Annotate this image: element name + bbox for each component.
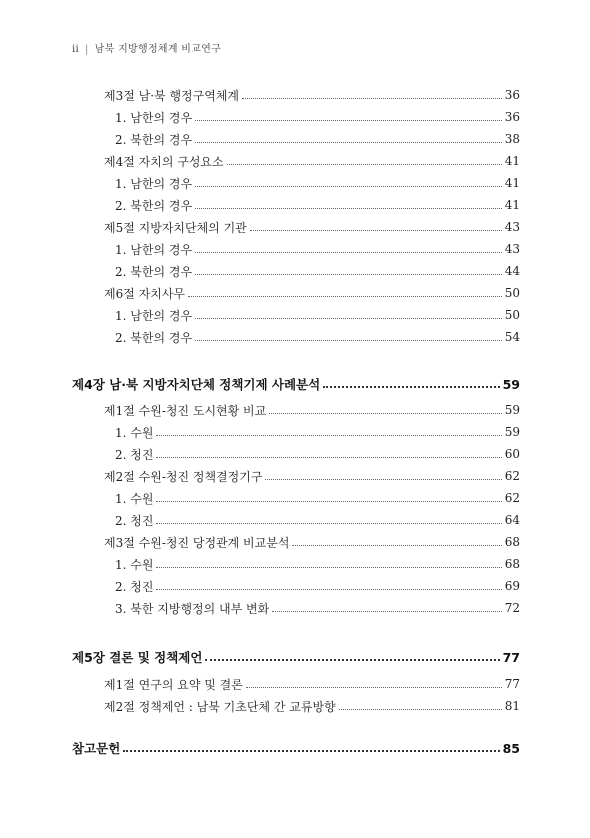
toc-entry-item[interactable]: [0, 509, 590, 531]
toc-entry-page: 59: [504, 425, 520, 439]
toc-entry-page: 41: [504, 198, 520, 212]
toc-entry-item[interactable]: [0, 553, 590, 575]
toc-entry-item[interactable]: [0, 106, 590, 128]
toc-entry-text: 제1절 연구의 요약 및 결론: [104, 677, 243, 692]
toc-leader-dots: [195, 142, 502, 143]
toc-entry-page: 36: [504, 110, 520, 124]
toc-leader-dots: [156, 457, 501, 458]
toc-chapter-text: 제4장 남·북 지방자치단체 정책기제 사례분석: [72, 377, 321, 392]
toc-entry-text: 1. 남한의 경우: [115, 308, 193, 323]
toc-chapter-page: 85: [502, 740, 520, 756]
toc-entry-text: 제1절 수원-청진 도시현황 비교: [104, 403, 267, 418]
toc-entry-page: 38: [504, 132, 520, 146]
toc-entry-text: 1. 남한의 경우: [115, 242, 193, 257]
toc-entry-page: 69: [504, 579, 520, 593]
toc-leader-dots: [265, 479, 501, 480]
toc-entry-page: 81: [504, 699, 520, 713]
toc-leader-dots: [156, 567, 501, 568]
toc-leader-dots: [188, 296, 502, 297]
toc-entry-item[interactable]: [0, 238, 590, 260]
toc-entry-page: 43: [504, 242, 520, 256]
toc-entry-item[interactable]: [0, 128, 590, 150]
toc-entry-page: 64: [504, 513, 520, 527]
toc-entry-chapter[interactable]: [0, 737, 590, 759]
toc-leader-dots: [242, 98, 502, 99]
toc-leader-dots: [156, 589, 501, 590]
toc-entry-text: 1. 남한의 경우: [115, 110, 193, 125]
toc-chapter-text: 참고문헌: [72, 741, 121, 756]
toc-entry-page: 60: [504, 447, 520, 461]
running-head: [72, 40, 221, 55]
toc-entry-item[interactable]: [0, 194, 590, 216]
toc-leader-dots: [246, 687, 502, 688]
toc-entry-section[interactable]: [0, 282, 590, 304]
toc-entry-text: 제2절 정책제언 : 남북 기초단체 간 교류방향: [104, 699, 336, 714]
toc-entry-page: 43: [504, 220, 520, 234]
toc-leader-dots: [123, 750, 499, 752]
toc-entry-item[interactable]: [0, 421, 590, 443]
toc-entry-text: 3. 북한 지방행정의 내부 변화: [115, 601, 270, 616]
toc-chapter-text: 제5장 결론 및 정책제언: [72, 650, 203, 665]
toc-entry-text: 2. 북한의 경우: [115, 264, 193, 279]
toc-leader-dots: [195, 274, 502, 275]
toc-entry-section[interactable]: [0, 673, 590, 695]
toc-leader-dots: [195, 318, 502, 319]
toc-entry-item[interactable]: [0, 260, 590, 282]
toc-entry-item[interactable]: [0, 443, 590, 465]
toc-entry-text: 제5절 지방자치단체의 기관: [104, 220, 247, 235]
toc-entry-page: 50: [504, 308, 520, 322]
toc-leader-dots: [250, 230, 502, 231]
toc-entry-page: 36: [504, 88, 520, 102]
toc-entry-section[interactable]: [0, 399, 590, 421]
toc-entry-text: 제3절 남·북 행정구역체계: [104, 88, 239, 103]
toc-leader-dots: [195, 252, 502, 253]
toc-entry-text: 2. 청진: [115, 579, 154, 594]
toc-entry-text: 1. 수원: [115, 557, 154, 572]
toc-leader-dots: [292, 545, 501, 546]
toc-entry-text: 1. 남한의 경우: [115, 176, 193, 191]
toc-leader-dots: [195, 186, 502, 187]
toc-entry-page: 62: [504, 469, 520, 483]
toc-entry-item[interactable]: [0, 172, 590, 194]
header-separator: |: [85, 44, 89, 55]
toc-entry-page: 50: [504, 286, 520, 300]
toc-leader-dots: [227, 164, 502, 165]
toc-entry-item[interactable]: [0, 575, 590, 597]
toc-entry-text: 2. 북한의 경우: [115, 198, 193, 213]
toc-entry-text: 2. 청진: [115, 447, 154, 462]
toc-entry-page: 41: [504, 176, 520, 190]
toc-entry-section[interactable]: [0, 531, 590, 553]
toc-entry-item[interactable]: [0, 326, 590, 348]
toc-entry-text: 2. 청진: [115, 513, 154, 528]
toc-entry-item[interactable]: [0, 487, 590, 509]
toc-entry-page: 54: [504, 330, 520, 344]
toc-entry-section[interactable]: [0, 216, 590, 238]
toc-entry-section[interactable]: [0, 465, 590, 487]
toc-leader-dots: [205, 659, 499, 661]
toc-entry-text: 2. 북한의 경우: [115, 132, 193, 147]
toc-entry-page: 72: [504, 601, 520, 615]
toc-entry-page: 59: [504, 403, 520, 417]
toc-entry-section[interactable]: [0, 695, 590, 717]
toc-entry-page: 68: [504, 557, 520, 571]
toc-leader-dots: [156, 501, 501, 502]
header-title: 남북 지방행정체계 비교연구: [94, 44, 222, 55]
toc-chapter-page: 77: [502, 649, 520, 665]
toc-entry-text: 2. 북한의 경우: [115, 330, 193, 345]
toc-entry-page: 77: [504, 677, 520, 691]
toc-entry-text: 제4절 자치의 구성요소: [104, 154, 224, 169]
toc-leader-dots: [269, 413, 501, 414]
toc-entry-page: 68: [504, 535, 520, 549]
toc-entry-page: 62: [504, 491, 520, 505]
toc-entry-page: 41: [504, 154, 520, 168]
toc-chapter-page: 59: [502, 376, 520, 392]
toc-entry-chapter[interactable]: [0, 373, 590, 395]
toc-entry-section[interactable]: [0, 84, 590, 106]
toc-entry-text: 1. 수원: [115, 491, 154, 506]
toc-entry-text: 제2절 수원-청진 정책결정기구: [104, 469, 263, 484]
toc-entry-text: 1. 수원: [115, 425, 154, 440]
toc-leader-dots: [156, 435, 501, 436]
toc-leader-dots: [323, 386, 499, 388]
toc-entry-text: 제3절 수원-청진 당정관계 비교분석: [104, 535, 290, 550]
toc-leader-dots: [272, 611, 501, 612]
toc-entry-chapter[interactable]: [0, 646, 590, 668]
toc-entry-section[interactable]: [0, 150, 590, 172]
toc-entry-item[interactable]: [0, 304, 590, 326]
toc-leader-dots: [339, 709, 502, 710]
toc-leader-dots: [156, 523, 501, 524]
toc-leader-dots: [195, 120, 502, 121]
toc-leader-dots: [195, 340, 502, 341]
toc-entry-text: 제6절 자치사무: [104, 286, 186, 301]
toc-entry-page: 44: [504, 264, 520, 278]
toc-entry-item[interactable]: [0, 597, 590, 619]
header-page-number: ii: [72, 44, 79, 55]
toc-leader-dots: [195, 208, 502, 209]
